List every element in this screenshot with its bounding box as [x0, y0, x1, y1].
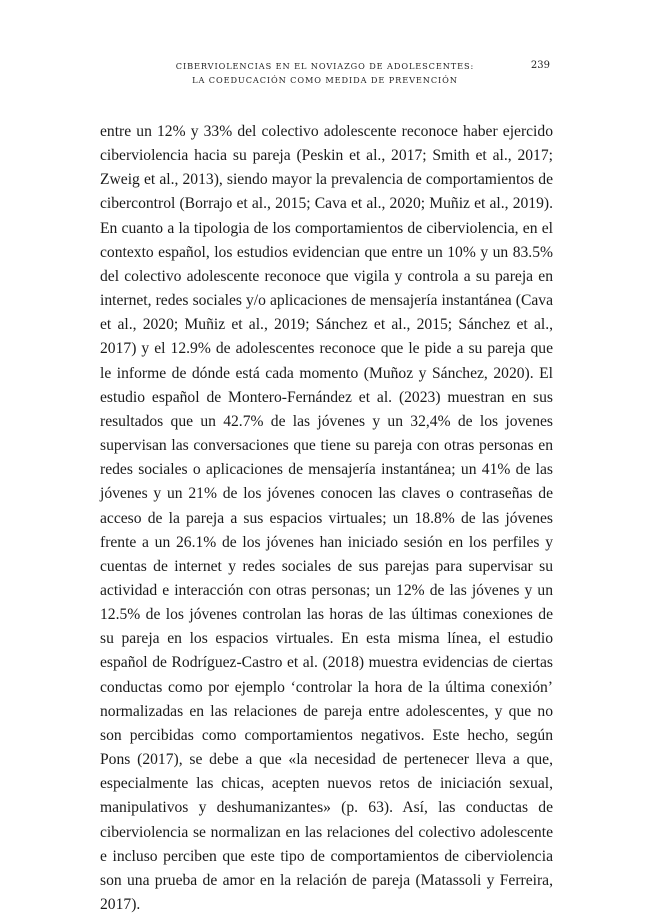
running-head	[100, 60, 550, 87]
running-head-title-line-1: CIBERVIOLENCIAS EN EL NOVIAZGO DE ADOLESCENTES:	[175, 61, 475, 71]
running-head-title-line-2: LA COEDUCACIÓN COMO MEDIDA DE PREVENCIÓN	[192, 74, 458, 85]
running-head-title	[100, 60, 550, 87]
page-number: 239	[530, 60, 550, 71]
body-paragraph: entre un 12% y 33% del colectivo adolescente reconoce haber ejercido ciberviolencia hacia su pareja (Peskin et al., 2017; Smith et al., 2017; Zweig et al., 2013), siendo mayor la prevalencia de comportamientos de cibercontrol (Borrajo et al., 2015; Cava et al., 2020; Muñiz et al., 2019). En cuanto a la tipologia de los comportamientos de ciberviolencia, en el contexto español, los estudios evidencian que entre un 10% y un 83.5% del colectivo adolescente reconoce que vigila y controla a su pareja en internet, redes sociales y/o aplicaciones de mensajería instantánea (Cava et al., 2020; Muñiz et al., 2019; Sánchez et al., 2015; Sánchez et al., 2017) y el 12.9% de adolescentes reconoce que le pide a su pareja que le informe de dónde está cada momento (Muñoz y Sánchez, 2020). El estudio español de Montero-Fernández et al. (2023) muestran en sus resultados que un 42.7% de las jóvenes y un 32,4% de los jovenes supervisan las conversaciones que tiene su pareja con otras personas en redes sociales o aplicaciones de mensajería instantánea; un 41% de las jóvenes y un 21% de los jóvenes conocen las claves o contraseñas de acceso de la pareja a sus espacios virtuales; un 18.8% de las jóvenes frente a un 26.1% de los jóvenes han iniciado sesión en los perfiles y cuentas de internet y redes sociales de sus parejas para supervisar su actividad e interacción con otras personas; un 12% de las jóvenes y un 12.5% de los jóvenes controlan las horas de las últimas conexiones de su pareja en los espacios virtuales. En esta misma línea, el estudio español de Rodríguez-Castro et al. (2018) muestra evidencias de ciertas conductas como por ejemplo ‘controlar la hora de la última conexión’ normalizadas en las relaciones de pareja entre adolescentes, y que no son percibidas como comportamientos negativos. Este hecho, según Pons (2017), se debe a que «la necesidad de pertenecer lleva a que, especialmente las chicas, acepten nuevos retos de iniciación sexual, manipulativos y deshumanizantes» (p. 63). Así, las conductas de ciberviolencia se normalizan en las relaciones del colectivo adolescente e incluso perciben que este tipo de comportamientos de ciberviolencia son una prueba de amor en la relación de pareja (Matassoli y Ferreira, 2017).	[100, 123, 553, 913]
